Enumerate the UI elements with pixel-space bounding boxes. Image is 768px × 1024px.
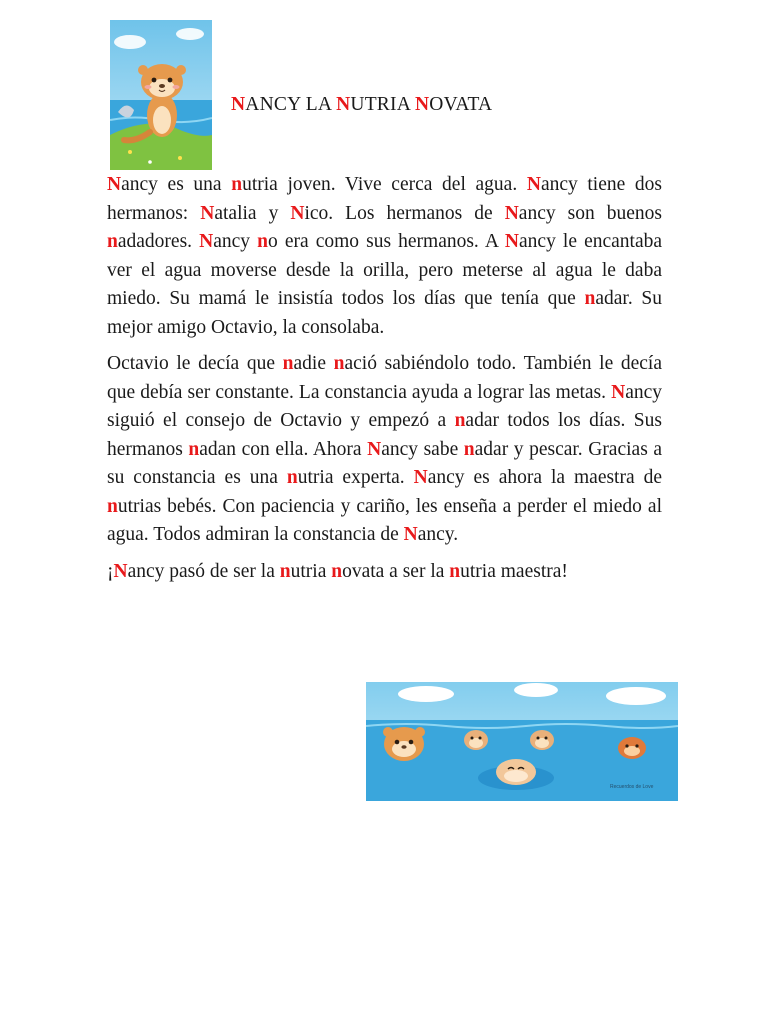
text-run: adar. Su mejor amigo Octavio, la consolaba. xyxy=(107,288,663,338)
text-run: ancy es ahora la maestra de xyxy=(427,467,662,488)
text-run: UTRIA xyxy=(350,94,415,115)
text-run: ANCY LA xyxy=(245,94,337,115)
highlighted-letter: n xyxy=(282,353,294,374)
highlighted-letter: n xyxy=(454,410,466,431)
text-run: ancy xyxy=(213,231,258,252)
text-run: utrias bebés. Con paciencia y cariño, les enseña a perder el miedo al agua. Todos admiran la constancia de xyxy=(107,495,662,545)
text-run: ancy pasó de ser la xyxy=(127,560,280,582)
text-run: adan con ella. Ahora xyxy=(199,438,368,460)
highlighted-letter: n xyxy=(331,560,343,582)
story-body xyxy=(107,171,662,594)
text-run: utria experta. xyxy=(297,467,414,488)
text-run: ovata a ser la xyxy=(342,560,450,582)
text-run: adar y pescar. Gracias a su constancia es una xyxy=(107,438,662,488)
text-run: ancy sabe xyxy=(381,438,464,460)
highlighted-letter: n xyxy=(107,231,118,252)
text-run: ancy. xyxy=(417,524,459,545)
highlighted-letter: N xyxy=(526,174,541,195)
text-run: adie xyxy=(293,353,334,374)
highlighted-letter: N xyxy=(403,524,418,545)
text-run: Octavio le decía que xyxy=(107,353,283,374)
highlighted-letter: n xyxy=(286,467,298,488)
highlighted-letter: n xyxy=(463,438,475,460)
highlighted-letter: N xyxy=(113,560,128,582)
highlighted-letter: N xyxy=(413,467,428,488)
text-run: ancy es una xyxy=(121,174,232,195)
text-run: adadores. xyxy=(117,231,200,252)
otter-on-shore-illustration xyxy=(110,20,212,170)
story-paragraph xyxy=(107,171,662,342)
story-closing-line xyxy=(107,558,662,587)
highlighted-letter: N xyxy=(611,381,626,403)
highlighted-letter: N xyxy=(231,94,246,115)
highlighted-letter: n xyxy=(257,231,268,252)
text-run: utria joven. Vive cerca del agua. xyxy=(242,174,527,195)
text-run: utria xyxy=(290,560,332,582)
highlighted-letter: N xyxy=(414,94,430,115)
highlighted-letter: N xyxy=(504,202,519,224)
highlighted-letter: N xyxy=(199,231,214,252)
highlighted-letter: n xyxy=(279,560,291,582)
highlighted-letter: n xyxy=(231,174,243,195)
highlighted-letter: n xyxy=(107,495,118,517)
highlighted-letter: N xyxy=(290,202,305,224)
highlighted-letter: n xyxy=(188,438,200,460)
highlighted-letter: N xyxy=(504,231,520,252)
text-run: ancy le encantaba ver el agua moverse desde la orilla, pero meterse al agua le daba miedo. Su mamá le insistía todos los días que tenía que xyxy=(107,231,663,309)
highlighted-letter: n xyxy=(584,288,596,309)
text-run: atalia y xyxy=(214,202,291,224)
text-run: o era como sus hermanos. A xyxy=(267,231,505,252)
text-run: ¡ xyxy=(107,560,114,582)
text-run: utria maestra! xyxy=(460,560,568,582)
text-run: ació sabiéndolo todo. También le decía que debía ser constante. La constancia ayuda a lograr las metas. xyxy=(107,353,662,403)
text-run: ancy siguió el consejo de Octavio y empezó a xyxy=(107,381,662,431)
story-paragraph xyxy=(107,350,662,550)
text-run: ancy tiene dos hermanos: xyxy=(107,174,663,224)
text-run: ancy son buenos xyxy=(518,202,662,224)
text-run: OVATA xyxy=(429,94,493,115)
highlighted-letter: N xyxy=(107,174,122,195)
highlighted-letter: N xyxy=(367,438,382,460)
highlighted-letter: n xyxy=(449,560,461,582)
text-run: adar todos los días. Sus hermanos xyxy=(107,410,662,460)
highlighted-letter: N xyxy=(336,94,351,115)
story-title xyxy=(231,94,561,116)
otters-swimming-illustration xyxy=(366,682,678,801)
highlighted-letter: n xyxy=(333,353,345,374)
highlighted-letter: N xyxy=(200,202,215,224)
text-run: ico. Los hermanos de xyxy=(304,202,505,224)
image-credit: Recuerdos de Love xyxy=(610,784,654,790)
